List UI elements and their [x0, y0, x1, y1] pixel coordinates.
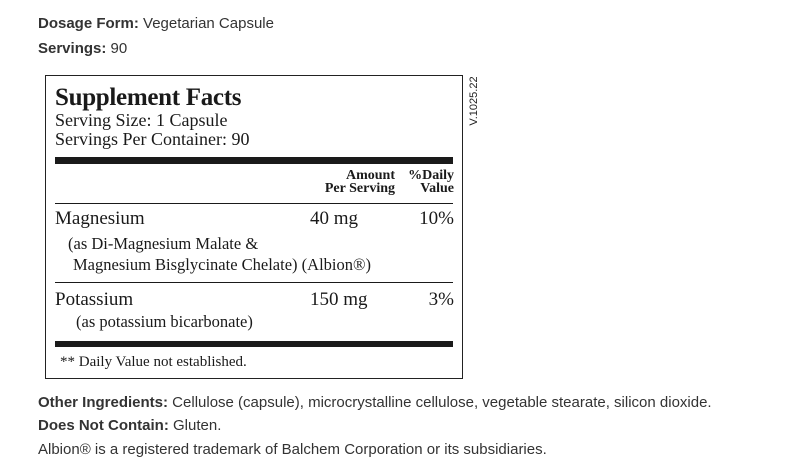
servings-per-container: Servings Per Container: 90: [55, 129, 250, 149]
dosage-form-label: Dosage Form:: [38, 15, 139, 32]
does-not-contain-line: [38, 417, 221, 434]
supplement-facts-panel: [45, 75, 463, 379]
dosage-form-value: Vegetarian Capsule: [138, 15, 274, 32]
other-ingredients-line: [38, 394, 712, 411]
magnesium-daily-value: 10%: [419, 208, 454, 229]
potassium-daily-value: 3%: [428, 289, 454, 310]
version-code: [466, 75, 482, 127]
serving-size: Serving Size: 1 Capsule: [55, 110, 228, 130]
footnote: ** Daily Value not established.: [60, 354, 247, 370]
servings-line: [38, 40, 127, 57]
panel-title: Supplement Facts: [55, 84, 242, 111]
potassium-amount: 150 mg: [310, 289, 368, 310]
potassium-source-line1: (as potassium bicarbonate): [76, 312, 253, 331]
thick-divider-bottom: [55, 341, 453, 347]
thin-divider-2: [55, 282, 453, 283]
dv-header-line2: Value: [420, 181, 454, 196]
dosage-form-line: [38, 15, 274, 32]
other-ingredients-value: Cellulose (capsule), microcrystalline cellulose, vegetable stearate, silicon dioxide.: [168, 394, 712, 411]
magnesium-name: Magnesium: [55, 208, 145, 229]
trademark-notice: Albion® is a registered trademark of Balchem Corporation or its subsidiaries.: [38, 441, 547, 458]
daily-value-header: [408, 169, 454, 195]
magnesium-amount: 40 mg: [310, 208, 359, 229]
version-code-text: V.1025.22: [468, 76, 480, 126]
thin-divider-1: [55, 203, 453, 204]
does-not-contain-value: Gluten.: [168, 417, 222, 434]
amount-per-serving-header: [325, 169, 395, 195]
potassium-name: Potassium: [55, 289, 134, 310]
does-not-contain-label: Does Not Contain:: [38, 417, 169, 434]
other-ingredients-label: Other Ingredients:: [38, 394, 169, 411]
dv-header-line1: %Daily: [408, 168, 454, 183]
amount-header-line2: Per Serving: [324, 181, 395, 196]
servings-value: 90: [106, 40, 128, 57]
servings-label: Servings:: [38, 40, 107, 57]
magnesium-source-line1: (as Di-Magnesium Malate &: [68, 234, 259, 253]
thick-divider-top: [55, 157, 453, 164]
magnesium-source-line2: Magnesium Bisglycinate Chelate) (Albion®): [73, 255, 372, 274]
amount-header-line1: Amount: [345, 168, 395, 183]
